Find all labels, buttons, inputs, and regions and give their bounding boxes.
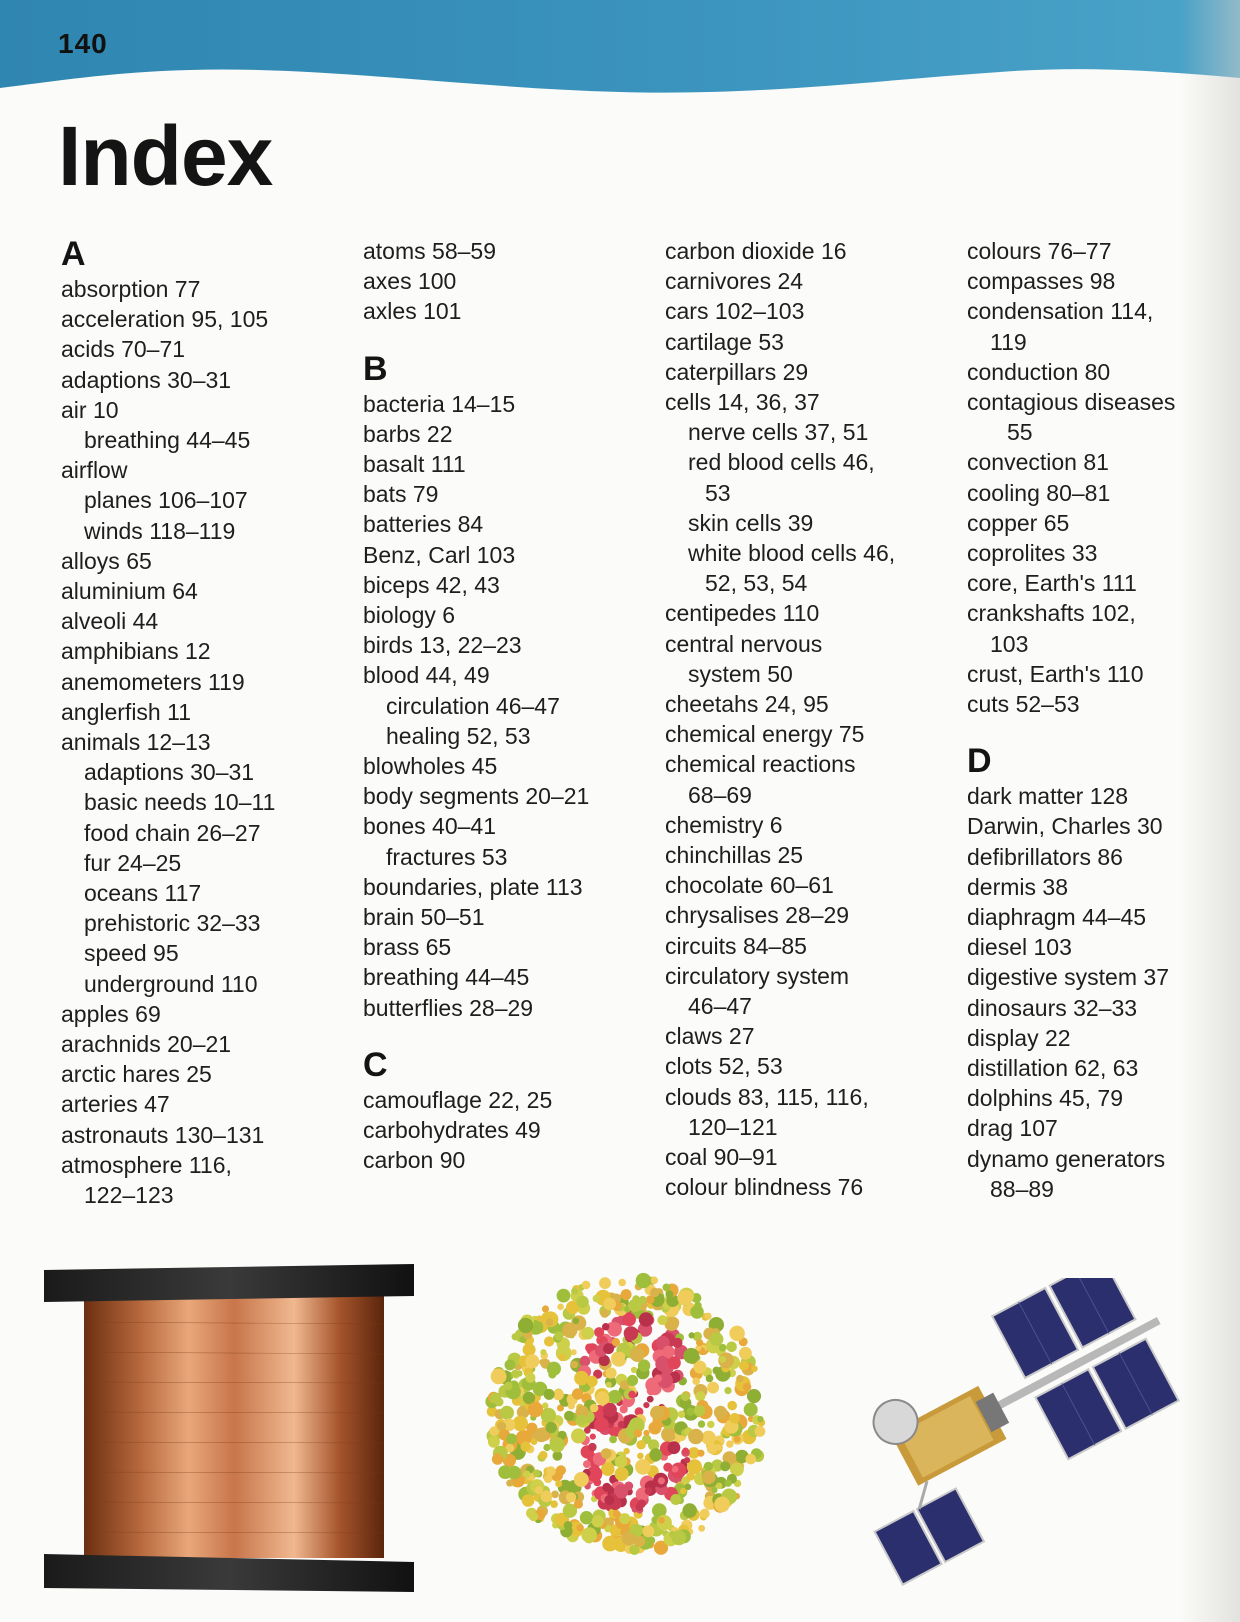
index-entry: alveoli 44 [61,608,159,635]
index-entry: contagious diseases [967,389,1176,416]
index-entry: dynamo generators [967,1145,1166,1172]
index-entry: circuits 84–85 [665,932,807,959]
index-entry: bones 40–41 [363,813,497,840]
index-entry: coal 90–91 [665,1144,778,1171]
index-entry: batteries 84 [363,511,484,538]
letter-heading: B [363,349,388,388]
index-entry: blood 44, 49 [363,662,490,689]
index-entry: cuts 52–53 [967,691,1080,718]
index-entry: acids 70–71 [61,336,186,363]
letter-heading: D [967,742,992,781]
index-entry: blowholes 45 [363,753,498,780]
index-entry: aluminium 64 [61,578,198,605]
index-entry: diesel 103 [967,934,1072,961]
index-entry: arachnids 20–21 [61,1031,232,1058]
header-band [0,0,1240,110]
index-entry: Benz, Carl 103 [363,541,516,568]
index-section [665,236,955,1203]
index-subentry: 88–89 [990,1175,1054,1202]
index-entry: chocolate 60–61 [665,872,834,899]
index-entry: cooling 80–81 [967,479,1111,506]
index-entry: distillation 62, 63 [967,1055,1139,1082]
index-entry: brain 50–51 [363,904,485,931]
index-entry: cells 14, 36, 37 [665,389,820,416]
index-entry: chemistry 6 [665,811,783,838]
index-entry: caterpillars 29 [665,358,809,385]
index-entry: core, Earth's 111 [967,570,1137,597]
index-entry: clouds 83, 115, 116, [665,1083,869,1110]
index-entry: centipedes 110 [665,600,820,627]
index-column-2 [363,236,653,1175]
index-section [967,743,1197,1204]
index-entry: dark matter 128 [967,783,1129,810]
index-subentry: red blood cells 46, [688,449,875,476]
index-subentry: basic needs 10–11 [84,789,276,816]
letter-heading: C [363,1045,388,1084]
index-entry: birds 13, 22–23 [363,632,522,659]
index-entry: amphibians 12 [61,638,211,665]
index-subentry: 103 [990,630,1029,657]
index-section [363,351,653,1023]
index-subentry: 122–123 [84,1182,174,1209]
index-section [967,236,1197,719]
index-column-1 [61,236,351,1210]
index-entry: astronauts 130–131 [61,1121,265,1148]
index-entry: carbohydrates 49 [363,1117,541,1144]
index-section [363,236,653,327]
index-entry: colours 76–77 [967,238,1112,264]
index-subentry: 55 [1007,419,1033,446]
index-entry: diaphragm 44–45 [967,904,1147,931]
index-entry: biology 6 [363,602,456,629]
index-entry: air 10 [61,396,119,423]
index-entry: axes 100 [363,268,457,295]
index-entry: convection 81 [967,449,1109,476]
index-entry: claws 27 [665,1023,755,1050]
index-subentry: adaptions 30–31 [84,759,255,786]
index-subentry: 68–69 [688,781,752,808]
index-subentry: nerve cells 37, 51 [688,419,869,446]
index-entry: cheetahs 24, 95 [665,691,829,718]
index-entry: atmosphere 116, [61,1151,232,1178]
index-entry: chrysalises 28–29 [665,902,850,929]
index-subentry: oceans 117 [84,880,202,907]
index-entry: body segments 20–21 [363,783,590,810]
copper-wire-spool-illustration [44,1262,424,1592]
index-entry: axles 101 [363,298,462,325]
index-entry: acceleration 95, 105 [61,306,269,333]
page-number: 140 [58,28,108,59]
index-entry: breathing 44–45 [363,964,530,991]
index-entry: carbon 90 [363,1147,466,1174]
index-column-3 [665,236,955,1203]
index-entry: circulatory system [665,962,850,989]
index-entry: adaptions 30–31 [61,366,232,393]
index-subentry: 53 [705,479,731,506]
index-entry: digestive system 37 [967,964,1169,991]
index-entry: central nervous [665,630,823,657]
index-subentry: 46–47 [688,993,752,1020]
index-entry: camouflage 22, 25 [363,1086,553,1113]
index-subentry: healing 52, 53 [386,722,531,749]
index-subentry: fur 24–25 [84,849,182,876]
index-entry: crankshafts 102, [967,600,1136,627]
index-subentry: underground 110 [84,970,258,997]
index-section [61,236,351,1210]
index-entry: brass 65 [363,934,452,961]
index-entry: airflow [61,457,128,484]
index-subentry: food chain 26–27 [84,819,261,846]
index-entry: atoms 58–59 [363,238,496,264]
index-entry: apples 69 [61,1000,161,1027]
colour-blindness-test-plate-illustration [482,1270,772,1560]
index-entry: butterflies 28–29 [363,994,534,1021]
index-entry: anglerfish 11 [61,698,191,725]
index-entry: coprolites 33 [967,540,1098,567]
index-subentry: system 50 [688,660,793,687]
page-title: Index [58,109,273,203]
index-entry: chemical reactions [665,751,856,778]
index-entry: carnivores 24 [665,268,804,295]
index-entry: conduction 80 [967,358,1111,385]
index-subentry: fractures 53 [386,843,508,870]
index-entry: cars 102–103 [665,298,805,325]
index-entry: crust, Earth's 110 [967,660,1144,687]
index-subentry: planes 106–107 [84,487,248,514]
index-entry: drag 107 [967,1115,1058,1142]
index-entry: dermis 38 [967,873,1068,900]
index-entry: defibrillators 86 [967,843,1123,870]
index-entry: copper 65 [967,509,1070,536]
index-entry: Darwin, Charles 30 [967,813,1163,840]
index-entry: basalt 111 [363,451,466,478]
index-entry: bacteria 14–15 [363,390,516,417]
index-entry: arteries 47 [61,1091,170,1118]
letter-heading: A [61,235,86,273]
index-entry: arctic hares 25 [61,1061,212,1088]
index-entry: chemical energy 75 [665,721,865,748]
index-entry: compasses 98 [967,268,1116,295]
index-entry: colour blindness 76 [665,1174,864,1201]
index-entry: dinosaurs 32–33 [967,994,1138,1021]
index-entry: biceps 42, 43 [363,571,500,598]
index-entry: cartilage 53 [665,328,784,355]
index-subentry: breathing 44–45 [84,427,251,454]
index-subentry: circulation 46–47 [386,692,560,719]
index-subentry: white blood cells 46, [688,540,896,567]
index-entry: absorption 77 [61,276,201,302]
index-subentry: 119 [990,328,1027,355]
index-entry: barbs 22 [363,420,453,447]
index-entry: animals 12–13 [61,729,211,756]
index-section [363,1047,653,1176]
index-subentry: prehistoric 32–33 [84,910,261,937]
index-column-4 [967,236,1197,1204]
index-entry: bats 79 [363,481,439,508]
satellite-illustration [840,1278,1200,1608]
index-subentry: speed 95 [84,940,179,967]
index-entry: alloys 65 [61,547,152,574]
index-entry: display 22 [967,1024,1071,1051]
index-entry: condensation 114, [967,298,1154,325]
index-subentry: 52, 53, 54 [705,570,808,597]
index-entry: carbon dioxide 16 [665,238,847,264]
index-subentry: winds 118–119 [84,517,236,544]
index-subentry: 120–121 [688,1113,778,1140]
index-entry: boundaries, plate 113 [363,873,583,900]
index-entry: chinchillas 25 [665,842,804,869]
index-entry: clots 52, 53 [665,1053,783,1080]
index-entry: dolphins 45, 79 [967,1085,1124,1112]
index-entry: anemometers 119 [61,668,245,695]
index-subentry: skin cells 39 [688,509,814,536]
